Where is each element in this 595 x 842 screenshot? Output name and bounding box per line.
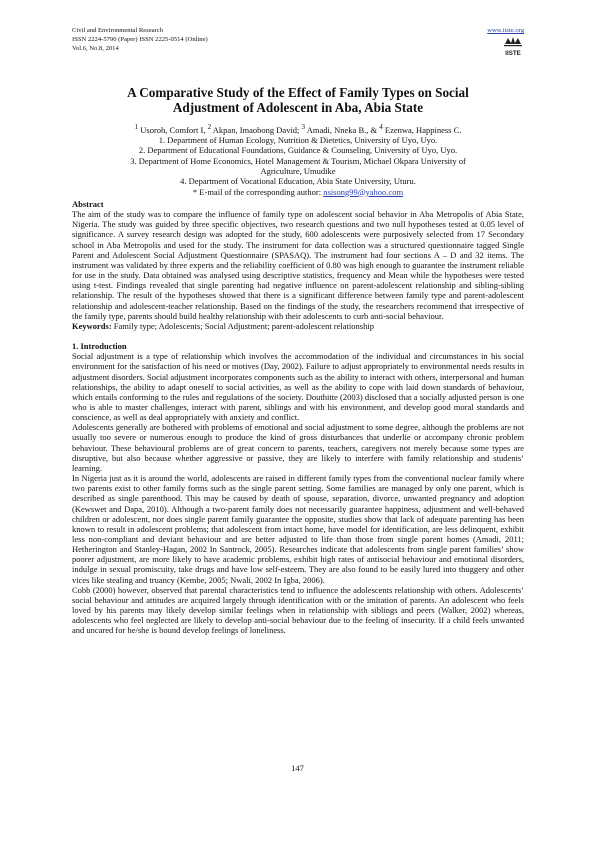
affiliation-1: 1. Department of Human Ecology, Nutrition & Dietetics, University of Uyo, Uyo. [158, 135, 438, 146]
intro-paragraph-4: Cobb (2000) however, observed that parental characteristics tend to influence the adolescents relationship with others. Adolescents’ social behaviour and attitudes are acquired largely through identification with or the imitation of parents. An adolescent who feels loved by his parents may likely develop similar feelings when in relationship with siblings and peers (Walker, 2002) whereas, adolescents who feel neglected are likely to develop anti-social behaviour due to the feeling of insecurity. If a child feels unwanted and uncared for he/she is bound develop feelings of loneliness. [72, 584, 524, 636]
author-3: Amadi, Nneka B., & [305, 124, 380, 135]
author-4: Ezenwa, Happiness C. [382, 124, 462, 135]
email-link[interactable]: nsisong99@yahoo.com [323, 186, 404, 197]
journal-name: Civil and Environmental Research [72, 27, 164, 34]
affiliation-4: 4. Department of Vocational Education, Abia State University, Uturu. [180, 176, 416, 187]
keywords [72, 321, 524, 331]
journal-info [72, 26, 524, 53]
page-header [72, 26, 524, 66]
author-1: Usoroh, Comfort I, [138, 124, 208, 135]
keywords-label: Keywords: [72, 320, 112, 331]
page-number: 147 [291, 763, 304, 773]
journal-volume: Vol.6, No.8, 2014 [72, 45, 119, 52]
section-spacer [72, 331, 524, 341]
title-line-2: Adjustment of Adolescent in Aba, Abia State [172, 100, 424, 115]
affiliation-3-cont: Agriculture, Umudike [260, 166, 336, 177]
intro-paragraph-1: Social adjustment is a type of relationship which involves the accommodation of the individual and circumstances in his social environment for the satisfaction of his need or motives (Day, 2002). Failure to adjust appropriately to environmental needs results in adjustment disorders. Social adjustment incorporates components such as the ability to interact with others, interpersonal and human relationships, the ability to adapt oneself to social activities, as well as the ability to cope with laid down standards of behaviour, which entails conforming to the rules and regulations of the society. Douthitte (2003) disclosed that a socially adjusted person is one who is able to master challenges, interact with parent, siblings and with his environment, and develop good moral standards and conscience, as well as deal appropriately with anxiety and conflict. [72, 351, 524, 423]
author-1-sup: 1 [134, 123, 139, 131]
author-4-sup: 4 [379, 123, 383, 131]
author-2-sup: 2 [207, 123, 212, 131]
logo-text: IISTE [505, 50, 521, 57]
title-line-1: A Comparative Study of the Effect of Family Types on Social [127, 85, 469, 100]
paper-body [72, 199, 524, 636]
paper-title [72, 85, 524, 115]
email-prefix: * E-mail of the corresponding author: [192, 186, 324, 197]
intro-paragraph-3: In Nigeria just as it is around the world, adolescents are raised in different family types from the conventional nuclear family where two parents exist to other family forms such as the single parent setting. Some families are managed by only one parent, which is described as single parenthood. This may be caused by death of spouse, separation, divorce, unwanted pregnancy and adoption (Kewswet and Dapa, 2010). Although a two-parent family does not necessarily guarantee happiness, adjustment and well-behaved children or adolescent, nor does single parent family guarantee the opposite, studies show that lack of adequate parenting has been known to result in adolescent problems; that adolescent from intact home, have model for identification, are less delinquent, exhibit less non-compliant and deviant behaviour and are better adjusted to life than those from single parent homes (Amadi, 2011; Hetherington and Stanley-Hagan, 2002 In Santrock, 2005). Researches indicate that adolescents from single parent families’ show poorer adjustment, are more likely to have academic problems, exhibit high rates of antisocial behaviour and emotional disorders, indulge in sexual promiscuity, take drugs and have low self-esteem. They are also found to be easily lured into thuggery and other vices like stealing and truancy (Kembe, 2005; Nwali, 2002 In Igba, 2006). [72, 473, 524, 585]
journal-issn: ISSN 2224-5790 (Paper) ISSN 2225-0514 (Online) [72, 36, 208, 43]
intro-paragraph-2: Adolescents generally are bothered with problems of emotional and social adjustment to some degree, although the problems are not usually too severe or numerous enough to produce the kind of gross disturbances that underlie or accompany chronic problem behaviour. These behavioural problems are of great concern to parents, teachers, caregivers not merely because some types are disruptive, but also because whether aggressive or passive, they are likely to interfere with family relationship and students’ learning. [72, 422, 524, 473]
abstract-heading: Abstract [72, 199, 104, 209]
iiste-logo-icon [502, 35, 524, 59]
author-block [72, 122, 524, 197]
website-link[interactable]: www.iiste.org [487, 27, 524, 34]
author-list [72, 122, 524, 135]
author-3-sup: 3 [301, 123, 306, 131]
affiliation-3: 3. Department of Home Economics, Hotel Management & Tourism, Michael Okpara University of [130, 155, 466, 166]
keywords-text: Family type; Adolescents; Social Adjustment; parent-adolescent relationship [111, 320, 374, 331]
intro-heading: 1. Introduction [72, 341, 127, 352]
author-2: Akpan, Imaobong David; [211, 124, 302, 135]
affiliation-2: 2. Department of Educational Foundations, Guidance & Counseling, University of Uyo, Uyo. [138, 145, 458, 156]
abstract-text: The aim of the study was to compare the influence of family type on adolescent social behavior in Aba Metropolis of Abia State, Nigeria. The study was guided by three specific objectives, two research questions and two null hypotheses tested at 0.05 level of significance. A survey research design was adopted for the study, 600 adolescents were purposively selected from 17 Secondary school in Aba Metropolis and used for the study. The instrument for data collection was a structured questionnaire tagged Single Parent and Adolescent Social Adjustment Questionnaire (SPASAQ). The instrument had four sections A – D and 32 items. The instrument was validated by three experts and the reliability coefficient of 0.80 was high enough to guarantee the instrument reliable for use in the study. Data obtained was analysed using descriptive statistics, frequency and Mean while the hypotheses were tested using t-test. Findings revealed that single parenting had negative influence on parent-adolescent relationship and sibling-sibling relationship. The result of the hypotheses showed that there is a significant difference between family type and parent-adolescent relationship and adolescent-teacher relationship. Based on the findings of the study, the researchers recommend that irrespective of the family type, parents should build healthy relationship with their adolescents to curb anti-social behaviour. [72, 209, 524, 321]
corresponding-email [72, 187, 524, 197]
